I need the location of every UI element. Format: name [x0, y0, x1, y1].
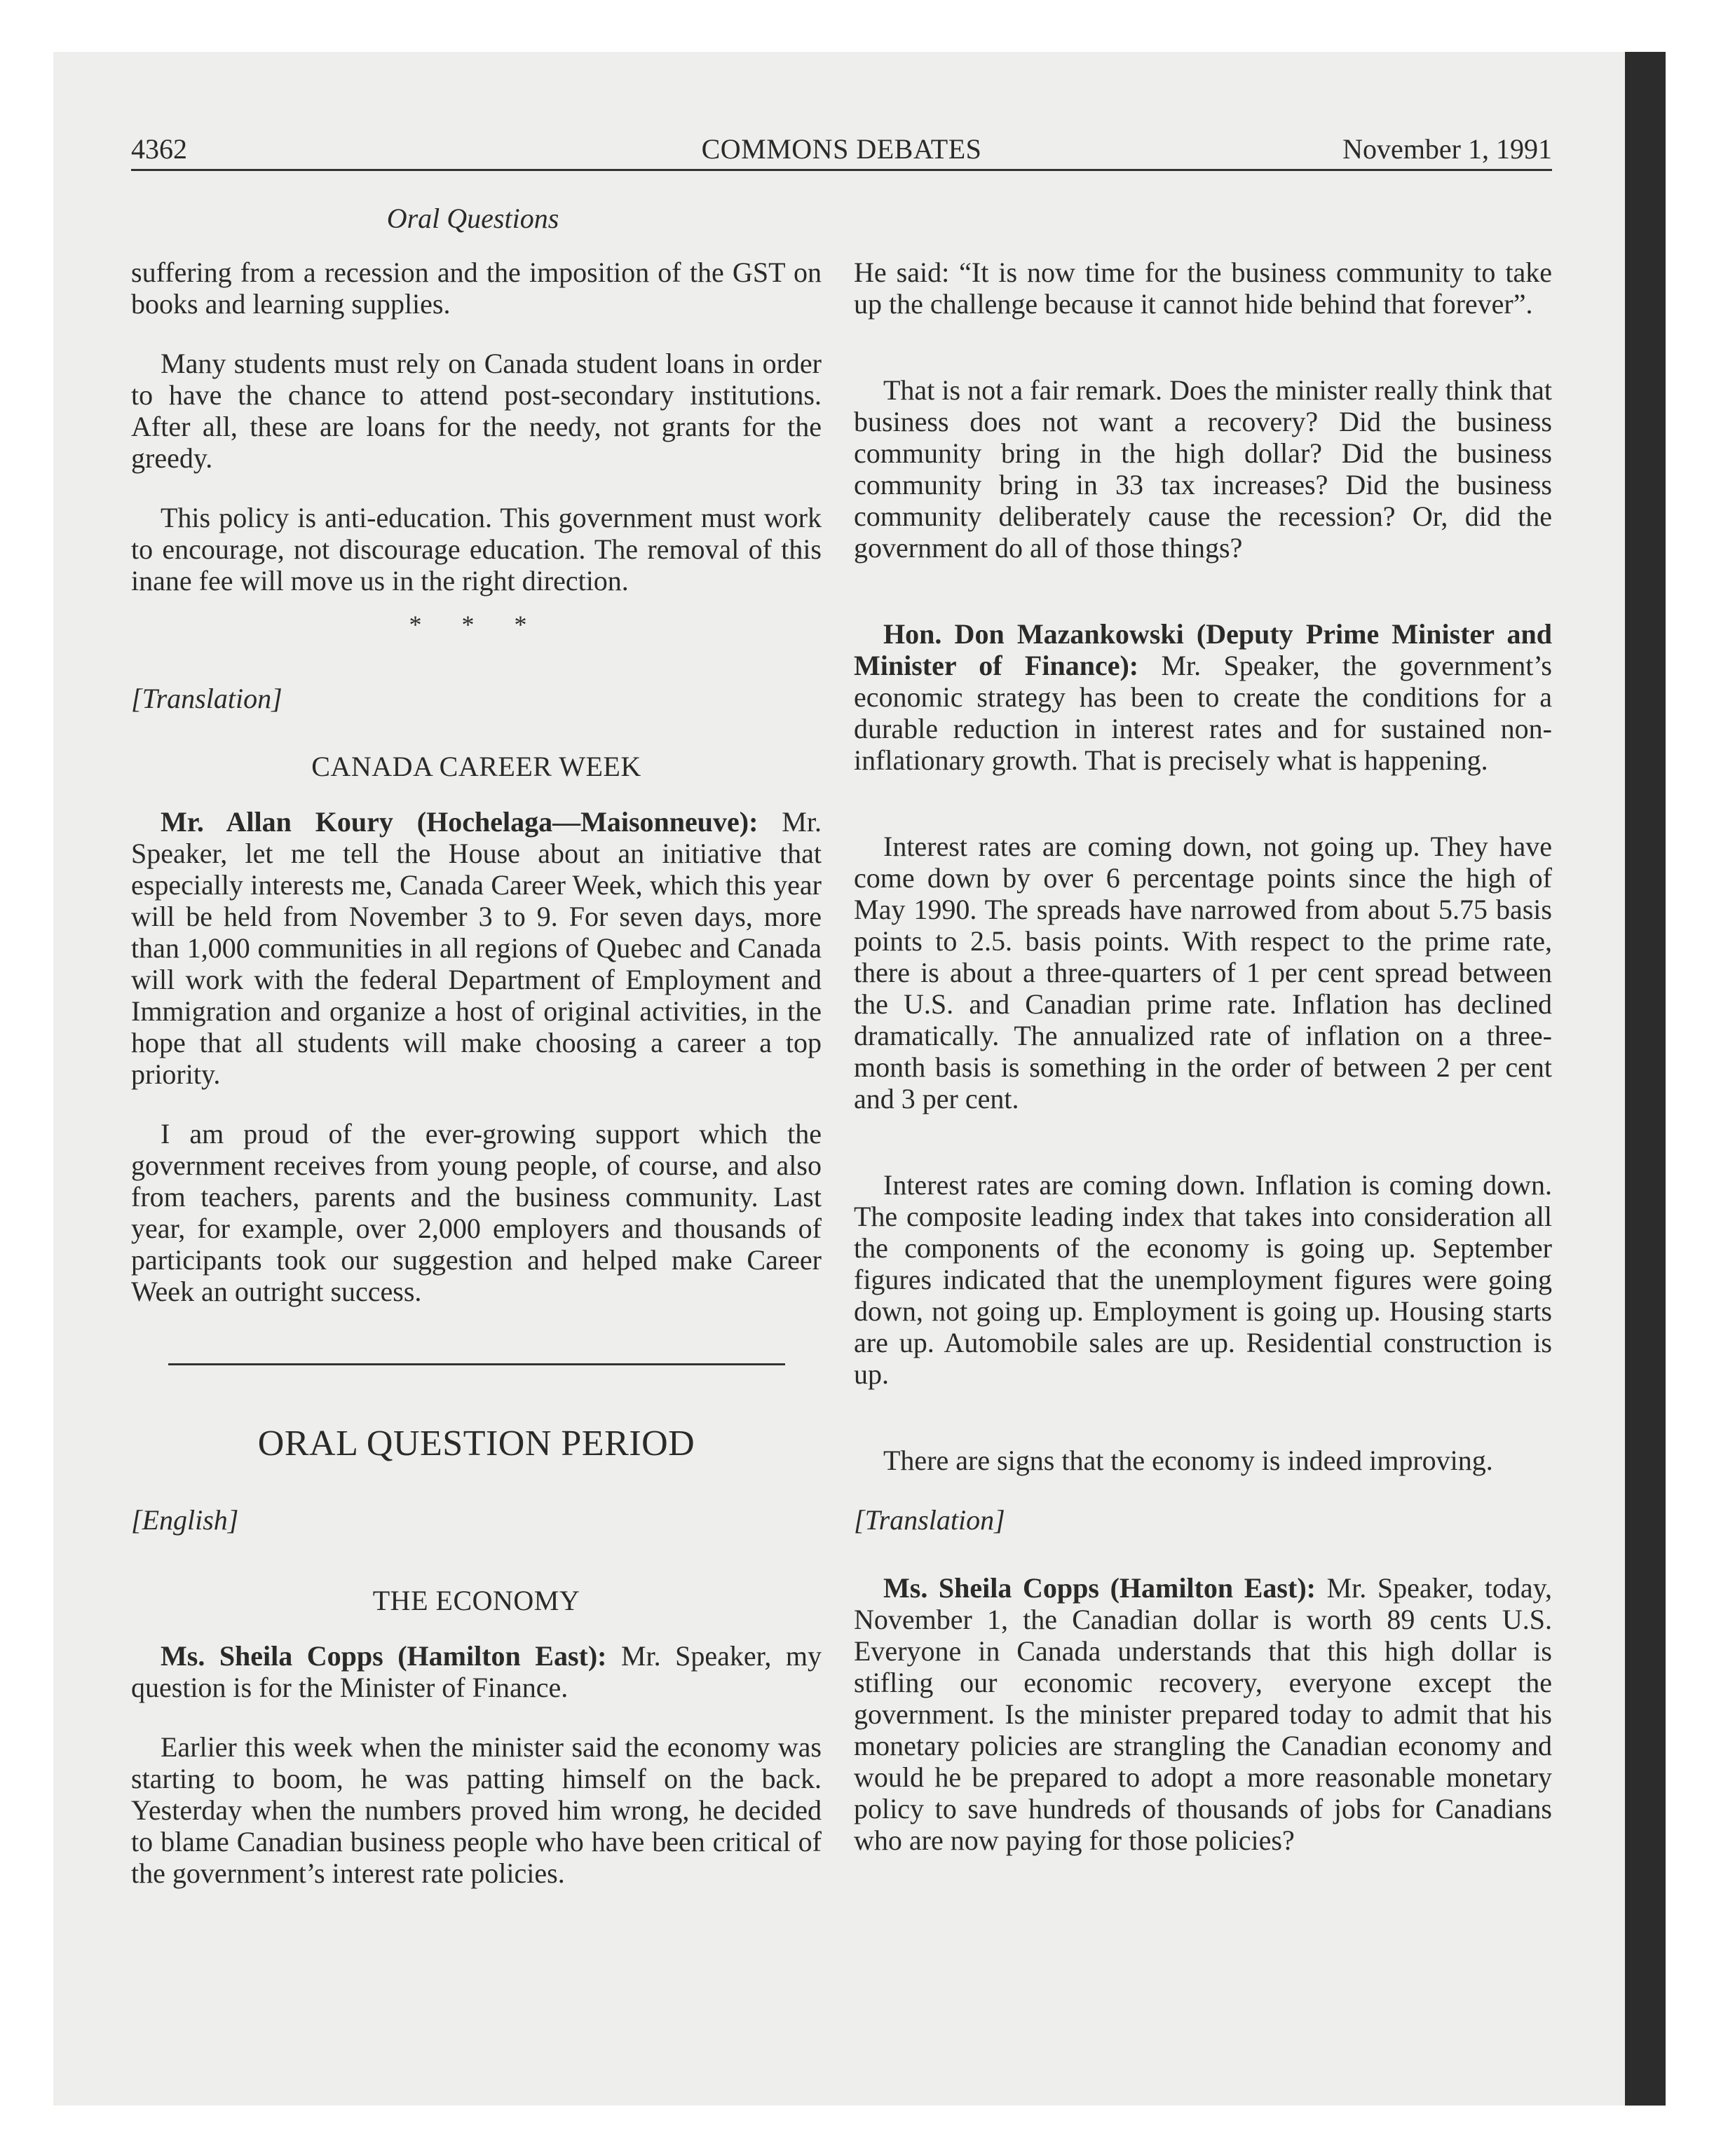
- paragraph: There are signs that the economy is indeed improving.: [883, 1445, 1493, 1476]
- header-rule: [131, 169, 1552, 171]
- language-label: [Translation]: [854, 1504, 1005, 1536]
- speaker-name: Ms. Sheila Copps (Hamilton East):: [161, 1640, 607, 1672]
- speech-paragraph: [854, 1572, 1552, 1856]
- heading-oral-question-period: ORAL QUESTION PERIOD: [257, 1424, 695, 1464]
- section-label: Oral Questions: [386, 203, 559, 234]
- left-column: [131, 257, 822, 1889]
- paragraph: He said: “It is now time for the business community to take up the challenge because it cannot hide behind that forever”.: [854, 257, 1552, 320]
- paragraph: That is not a fair remark. Does the minister really think that business does not want a recovery? Did the business community bring in the high dollar? Did the business community bring in 33 tax increases? Did the business community deliberately cause the recession? Or, did the government do all of those things?: [854, 374, 1552, 564]
- speaker-name: Ms. Sheila Copps (Hamilton East):: [883, 1572, 1316, 1604]
- paragraph: Interest rates are coming down, not going up. They have come down by over 6 percentage points since the high of May 1990. The spreads have narrowed from about 5.75 basis points to 2.5. basis points. With respect to the prime rate, there is about a three-quarters of 1 per cent spread between the U.S. and Canadian prime rate. Inflation has declined dramatically. The annualized rate of inflation on a three-month basis is something in the order of between 2 per cent and 3 per cent.: [854, 831, 1552, 1114]
- speech-paragraph: [131, 806, 822, 1090]
- page-number: 4362: [131, 133, 187, 165]
- paragraph: Interest rates are coming down. Inflation is coming down. The composite leading index that takes into consideration all the components of the economy is going up. September figures indicated that the unemployment figures were going down, not going up. Employment is going up. Housing starts are up. Automobile sales are up. Residential construction is up.: [854, 1169, 1552, 1390]
- language-label: [English]: [131, 1504, 239, 1536]
- right-column: [854, 257, 1552, 1856]
- language-label: [Translation]: [131, 683, 283, 714]
- speaker-name: Hon. Don Mazankowski (Deputy Prime Minister and Minister of Finance):: [854, 618, 1552, 681]
- section-separator: * * *: [409, 610, 544, 639]
- speech-text: Mr. Speaker, my question is for the Minister of Finance.: [131, 1640, 822, 1703]
- speech-text: Mr. Speaker, the government’s economic strategy has been to create the conditions for a durable reduction in interest rates and for sustained non-inflationary growth. That is precisely what is happening.: [854, 650, 1553, 776]
- scan-edge-bar: [1625, 52, 1666, 2106]
- paragraph: This policy is anti-education. This government must work to encourage, not discourage education. The removal of this inane fee will move us in the right direction.: [131, 502, 822, 596]
- paragraph: I am proud of the ever-growing support which the government receives from young people, of course, and also from teachers, parents and the business community. Last year, for example, over 2,000 employers and thousands of participants took our suggestion and helped make Career Week an outright success.: [131, 1118, 822, 1307]
- paragraph: Earlier this week when the minister said the economy was starting to boom, he was patting himself on the back. Yesterday when the numbers proved him wrong, he decided to blame Canadian business people who have been critical of the government’s interest rate policies.: [131, 1731, 822, 1889]
- running-header: [131, 130, 1552, 168]
- speech-text: Mr. Speaker, let me tell the House about an initiative that especially interests me, Canada Career Week, which this year will be held from November 3 to 9. For seven days, more than 1,000 communities in all regions of Quebec and Canada will work with the federal Department of Employment and Immigration and organize a host of original activities, in the hope that all students will make choosing a career a top priority.: [131, 806, 822, 1090]
- paragraph: Many students must rely on Canada student loans in order to have the chance to attend post-secondary institutions. After all, these are loans for the needy, not grants for the greedy.: [131, 348, 822, 474]
- paragraph: suffering from a recession and the imposition of the GST on books and learning supplies.: [131, 257, 822, 320]
- speech-paragraph: [131, 1640, 822, 1703]
- journal-title: COMMONS DEBATES: [701, 133, 982, 165]
- heading-the-economy: THE ECONOMY: [372, 1585, 580, 1616]
- section-divider: [168, 1363, 785, 1365]
- speaker-name: Mr. Allan Koury (Hochelaga—Maisonneuve):: [161, 806, 758, 838]
- header-date: November 1, 1991: [1342, 133, 1552, 165]
- speech-text: Mr. Speaker, today, November 1, the Canadian dollar is worth 89 cents U.S. Everyone in Canada understands that this high dollar is stifling our economic recovery, everyone except the government. Is the minister prepared today to admit that his monetary policies are strangling the Canadian economy and would he be prepared to adopt a more reasonable monetary policy to save hundreds of thousands of jobs for Canadians who are now paying for those policies?: [854, 1572, 1552, 1856]
- speech-paragraph: [854, 618, 1552, 776]
- heading-canada-career-week: CANADA CAREER WEEK: [311, 751, 641, 782]
